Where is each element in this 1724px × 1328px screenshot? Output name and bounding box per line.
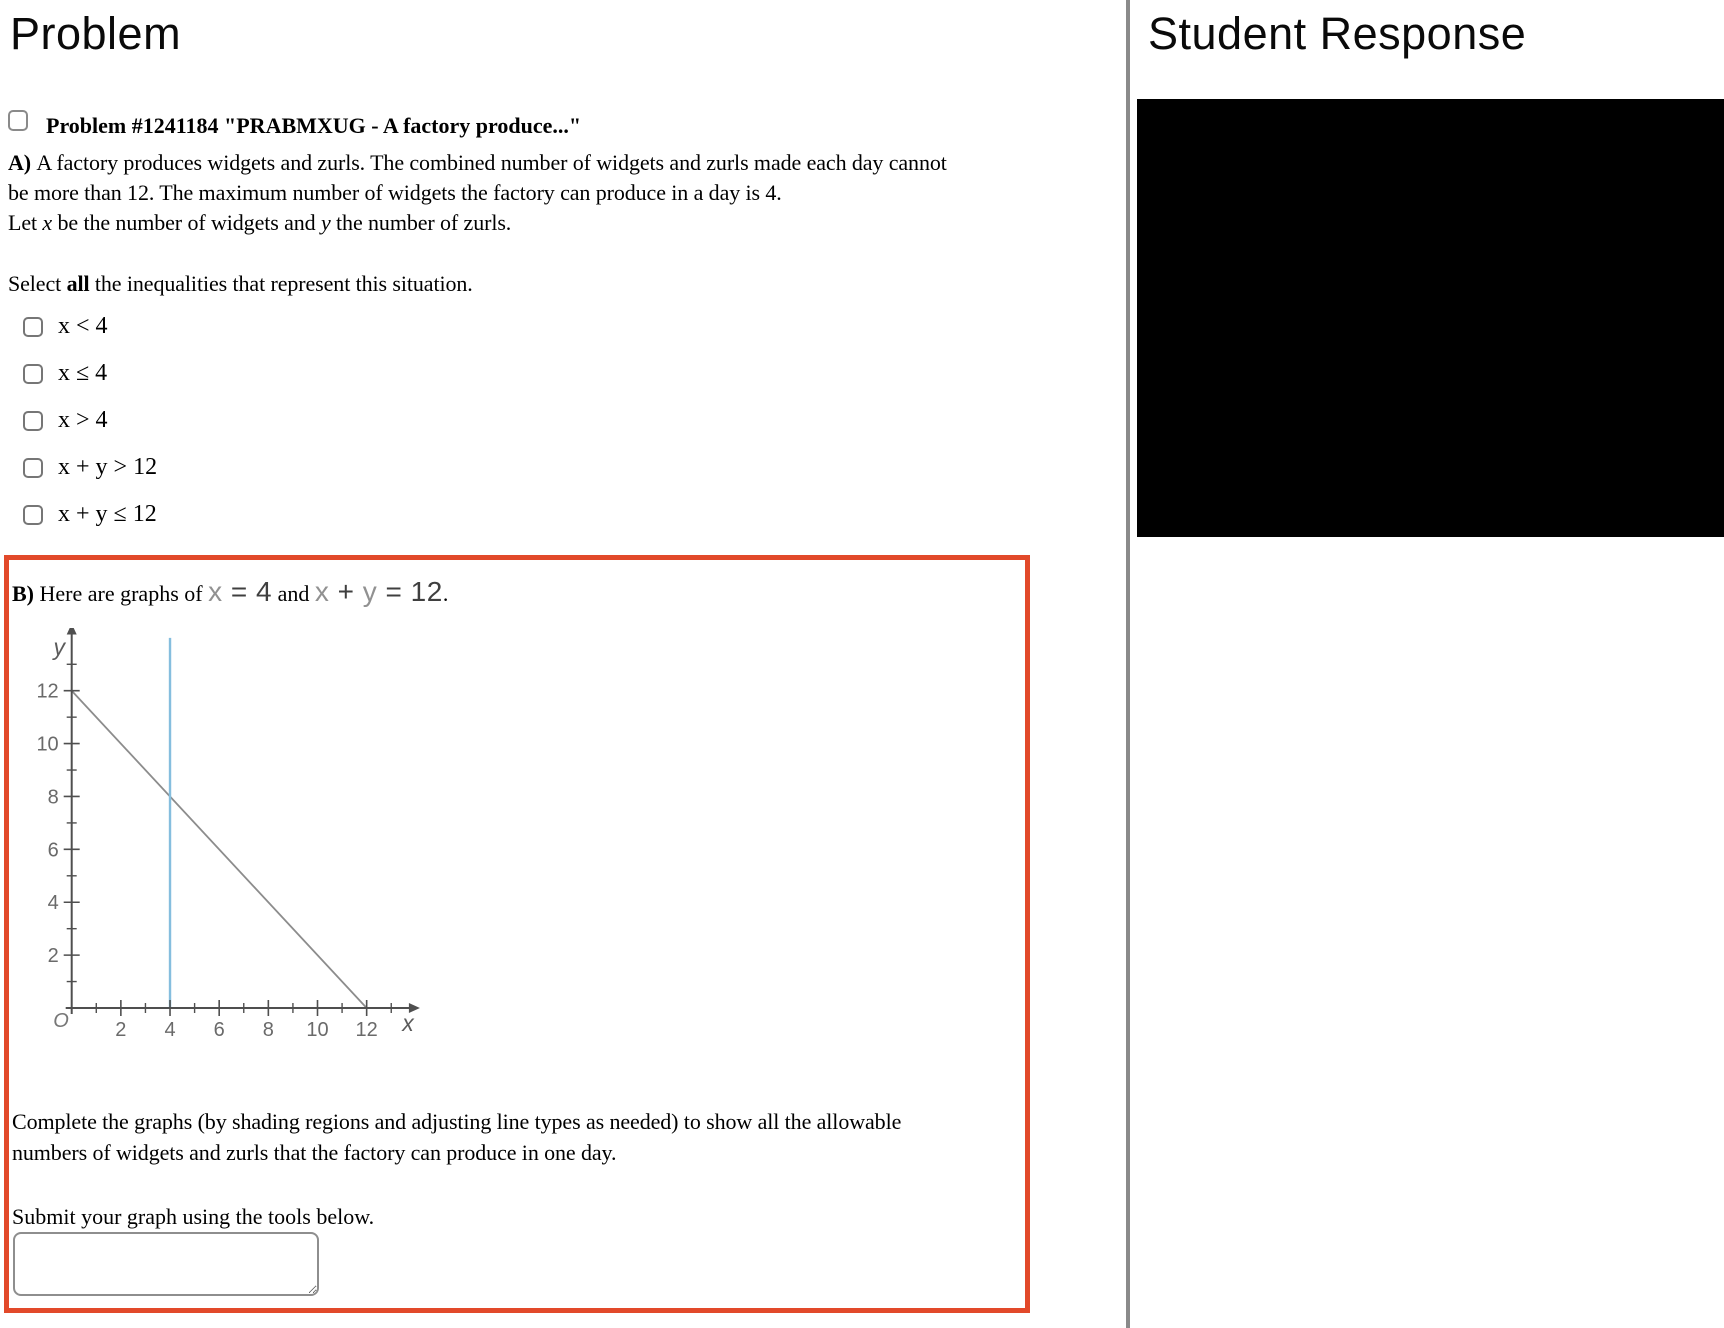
- option-label: x + y ≤ 12: [58, 501, 157, 527]
- option-checkbox[interactable]: [23, 364, 43, 384]
- svg-text:2: 2: [115, 1019, 127, 1041]
- submit-instruction: Submit your graph using the tools below.: [12, 1204, 375, 1229]
- math-text: = 12: [377, 576, 443, 607]
- text-segment: be more than 12. The maximum number of widgets the factory can produce in a day is 4.: [8, 180, 782, 205]
- svg-text:4: 4: [47, 892, 59, 915]
- svg-text:O: O: [53, 1010, 69, 1032]
- text-segment: .: [442, 581, 449, 606]
- inequality-option-row: [23, 397, 157, 444]
- text-segment: y: [320, 210, 331, 235]
- part-b-instructions: [12, 1106, 901, 1168]
- option-checkbox[interactable]: [23, 411, 43, 431]
- problem-header-checkbox[interactable]: [8, 110, 28, 131]
- inequality-option-row: [23, 491, 157, 538]
- svg-text:10: 10: [306, 1019, 329, 1041]
- problem-panel-title: Problem: [10, 8, 182, 59]
- text-segment: Here are graphs of: [39, 581, 209, 606]
- option-checkbox[interactable]: [23, 458, 43, 478]
- instructions-line: numbers of widgets and zurls that the factory can produce in one day.: [12, 1140, 617, 1165]
- option-label: x + y > 12: [58, 454, 158, 480]
- graph-answer-textarea[interactable]: [13, 1232, 319, 1296]
- part-b-highlight-box: [4, 555, 1030, 1313]
- text-segment: A): [8, 150, 37, 175]
- math-text: y: [362, 576, 378, 607]
- text-segment: Select: [8, 271, 67, 296]
- inequality-graph: [24, 628, 424, 1043]
- svg-text:8: 8: [47, 786, 59, 809]
- svg-text:12: 12: [355, 1019, 378, 1041]
- svg-text:2: 2: [47, 945, 59, 968]
- inequality-option-row: [23, 350, 157, 397]
- text-segment: be the number of widgets and: [52, 210, 321, 235]
- option-checkbox[interactable]: [23, 505, 43, 525]
- part-a-paragraph: [8, 148, 947, 238]
- svg-text:10: 10: [36, 733, 59, 756]
- student-response-title: Student Response: [1148, 8, 1527, 59]
- math-text: x: [314, 576, 330, 607]
- inequality-option-row: [23, 444, 157, 491]
- text-segment: x: [42, 210, 53, 235]
- text-segment: B): [12, 581, 40, 606]
- svg-text:8: 8: [262, 1019, 274, 1041]
- svg-text:x: x: [402, 1010, 414, 1036]
- part-a-line: [8, 148, 947, 178]
- option-label: x ≤ 4: [58, 360, 108, 386]
- instructions-line: Complete the graphs (by shading regions and adjusting line types as needed) to show all the allowable: [12, 1109, 902, 1134]
- text-segment: and: [272, 581, 315, 606]
- problem-header-row: [8, 110, 581, 140]
- text-segment: A factory produces widgets and zurls. The combined number of widgets and zurls made each day cannot: [36, 150, 947, 175]
- math-text: +: [329, 576, 363, 607]
- text-segment: the inequalities that represent this situation.: [89, 271, 473, 296]
- svg-text:y: y: [53, 634, 65, 660]
- math-text: x: [208, 576, 223, 607]
- text-segment: the number of zurls.: [330, 210, 512, 235]
- option-label: x < 4: [58, 313, 108, 339]
- option-checkbox[interactable]: [23, 317, 43, 337]
- option-label: x > 4: [58, 407, 108, 433]
- inequality-option-row: [23, 303, 157, 350]
- panel-divider: [1126, 0, 1130, 1328]
- select-prompt: [8, 269, 473, 299]
- svg-text:12: 12: [36, 680, 59, 703]
- inequality-options-list: [23, 303, 157, 538]
- svg-text:4: 4: [164, 1019, 176, 1041]
- part-a-line: [8, 208, 947, 238]
- problem-header-label: Problem #1241184 "PRABMXUG - A factory produce...": [46, 113, 582, 138]
- student-response-redacted-area: [1137, 99, 1724, 537]
- svg-text:6: 6: [47, 839, 59, 862]
- text-segment: all: [66, 271, 90, 296]
- part-b-prompt: [12, 576, 448, 608]
- svg-text:6: 6: [213, 1019, 225, 1041]
- part-a-line: [8, 178, 947, 208]
- text-segment: Let: [8, 210, 43, 235]
- math-text: = 4: [222, 576, 273, 607]
